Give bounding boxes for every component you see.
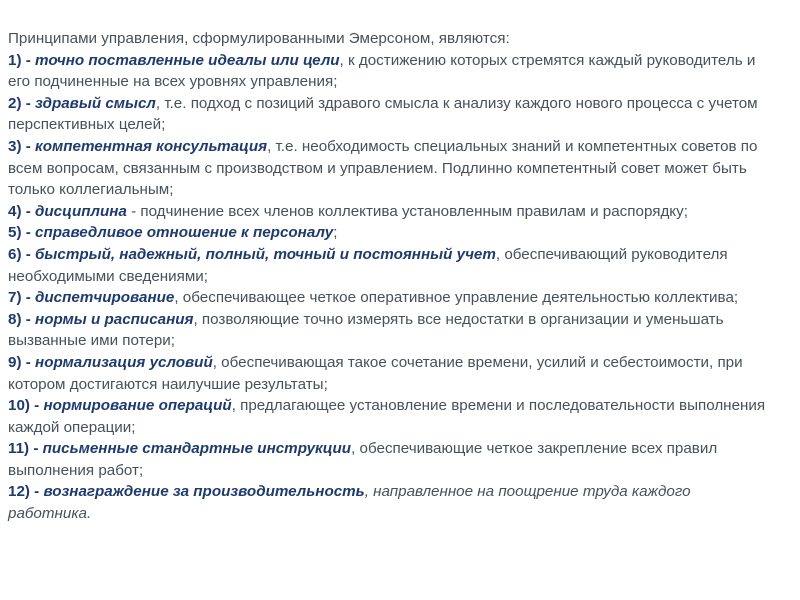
item-description: , позволяющие точно измерять все недостатки в организации и уменьшать вызванные ими потери; [8,310,724,350]
item-number: 3) - [8,137,36,155]
item-term: диспетчирование [35,289,175,307]
item-number: 10) - [8,397,44,415]
item-description: , обеспечивающая такое сочетание времени, усилий и себестоимости, при котором достигаются наилучшие результаты; [8,353,743,393]
item-term: нормы и расписания [35,310,194,328]
item-number: 7) - [8,289,36,307]
item-term: нормирование операций [43,397,232,415]
item-number: 9) - [8,353,36,371]
item-description: , т.е. подход с позиций здравого смысла к анализу каждого нового процесса с учетом перспективных целей; [8,94,758,134]
item-number: 5) - [8,224,36,242]
item-term: быстрый, надежный, полный, точный и постоянный учет [35,245,496,263]
list-item [8,50,776,93]
list-item [8,287,776,309]
item-number: 1) - [8,51,36,69]
item-term: справедливое отношение к персоналу [35,224,334,242]
list-item [8,352,776,395]
item-description: , обеспечивающее четкое оперативное управление деятельностью коллектива; [174,289,739,307]
item-term: нормализация условий [35,353,213,371]
list-item [8,93,776,136]
item-description: - подчинение всех членов коллектива установленным правилам и распорядку; [126,202,688,220]
item-number: 4) - [8,202,36,220]
item-term: здравый смысл [35,94,156,112]
principles-text [8,28,776,525]
intro-text: Принципами управления, сформулированными Эмерсоном, являются: [8,30,510,47]
item-description: , обеспечивающие четкое закрепление всех правил выполнения работ; [8,440,718,479]
item-number: 8) - [8,310,36,328]
item-description: , т.е. необходимость специальных знаний и компетентных советов по всем вопросам, связанным с производством и управлением. Подлинно компетентный совет может быть только коллегиальным; [8,137,758,199]
item-term: вознаграждение за производительность [43,483,365,501]
item-number: 6) - [8,245,36,263]
item-term: компетентная консультация [35,137,268,155]
item-description: , обеспечивающий руководителя необходимыми сведениями; [8,245,728,285]
item-description: , к достижению которых стремятся каждый руководитель и его подчиненные на всех уровнях управления; [8,51,756,91]
item-description: ; [333,224,338,242]
item-term: дисциплина [35,202,127,220]
item-term: письменные стандартные инструкции [42,440,352,458]
item-term: точно поставленные идеалы или цели [35,51,340,69]
item-description: , предлагающее установление времени и последовательности выполнения каждой операции; [8,397,766,436]
list-item [8,438,776,481]
list-item [8,201,776,223]
item-number: 2) - [8,94,36,112]
item-description: , направленное на поощрение труда каждого работника. [8,483,691,523]
item-number: 12) - [8,483,44,501]
list-item [8,244,776,287]
list-item [8,395,776,438]
list-item [8,136,776,201]
item-number: 11) - [8,440,43,458]
list-item [8,481,776,524]
list-item [8,222,776,244]
list-item [8,309,776,352]
